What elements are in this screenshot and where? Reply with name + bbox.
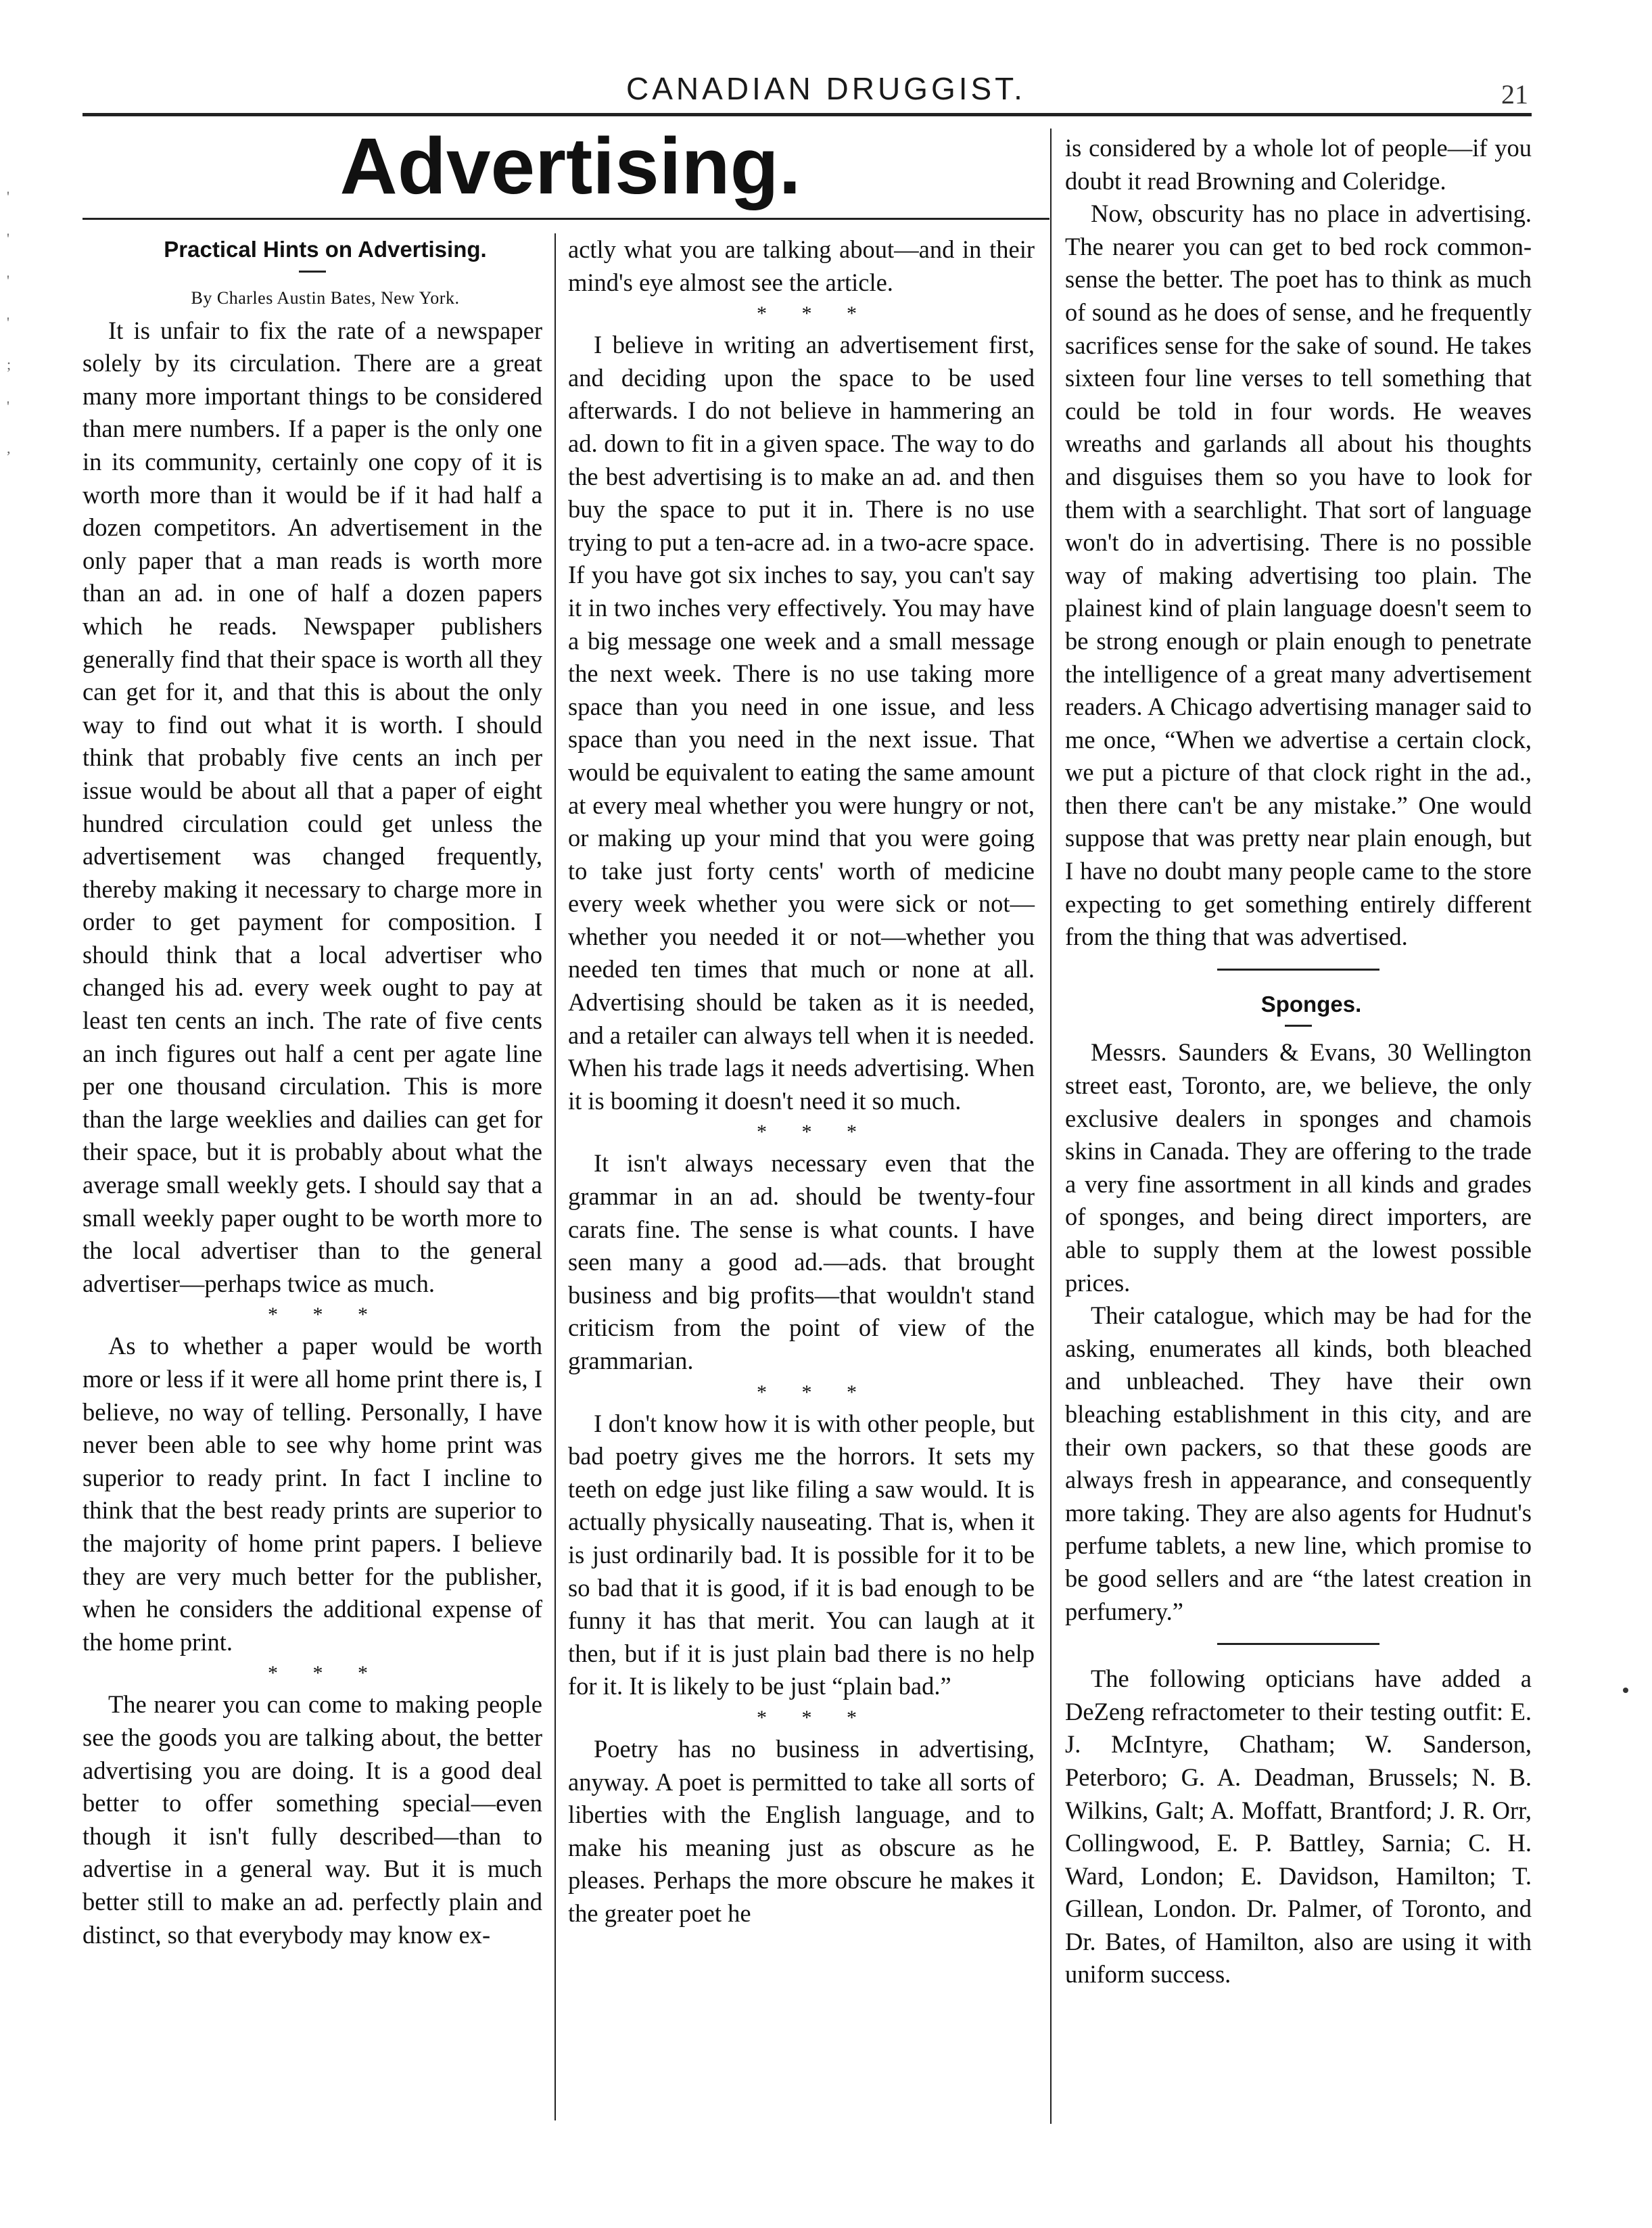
section-separator: * * * bbox=[757, 1380, 872, 1403]
margin-mark: , bbox=[7, 440, 11, 457]
article-title: Practical Hints on Advertising. bbox=[164, 237, 487, 262]
article-paragraph: Now, obscurity has no place in advertising. The nearer you can get to bed rock common-sense the better. The poet has to think as much of sound as he does of sense, and he frequently sacrifices sense for the sake of sound. He takes sixteen four line verses to tell something that could be told in four words. He weaves wreaths and garlands all about his thoughts and disguises them so you have to look for them with a searchlight. That sort of language won't do in advertising. There is no possible way of making advertising too plain. The plainest kind of plain language doesn't seem to be strong enough or plain enough to penetrate the intelligence of a great many advertisement readers. A Chicago advertising manager said to me once, “When we advertise a certain clock, we put a picture of that clock right in the ad., then there can't be any mistake.” One would suppose that was pretty near plain enough, but I have no doubt many people came to the store expecting to get something entirely different from the thing that was advertised. bbox=[1065, 200, 1532, 951]
section-separator: * * * bbox=[757, 1706, 872, 1729]
column-3 bbox=[1065, 132, 1532, 1991]
section-rule bbox=[1217, 969, 1379, 971]
opticians-paragraph: The following opticians have added a DeZeng refractometer to their testing outfit: E. J. McIntyre, Chatham; W. Sanderson, Peterboro; G. A. Deadman, Brussels; N. B. Wilkins, Galt; A. Moffatt, Brantford; J. R. Orr, Collingwood, E. P. Battley, Sarnia; C. H. Ward, London; E. Davidson, Hamilton; T. Gillean, London. Dr. Palmer, of Toronto, and Dr. Bates, of Hamilton, also are using it with uniform success. bbox=[1065, 1665, 1532, 1989]
article-byline: By Charles Austin Bates, New York. bbox=[191, 287, 460, 308]
print-speck bbox=[1623, 1688, 1628, 1693]
section-separator: * * * bbox=[268, 1303, 383, 1326]
margin-mark: ' bbox=[7, 230, 9, 247]
column-divider-1 bbox=[554, 233, 556, 2120]
article-paragraph: It isn't always necessary even that the grammar in an ad. should be twenty-four carats fine. The sense is what counts. I have seen many a good ad.—ads. that brought business and big profits—that wouldn't stand criticism from the point of view of the grammarian. bbox=[568, 1149, 1035, 1374]
article-paragraph: It is unfair to fix the rate of a newspaper solely by its circulation. There are a great many more important things to be considered than mere numbers. If a paper is the only one in its community, certainly one copy of it is worth more than it would be if it had half a dozen competitors. An advertisement in the only paper that a man reads is worth more than an ad. in one of half a dozen papers which he reads. Newspaper publishers generally find that their space is worth all they can get for it, and that this is about the only way to find out what it is worth. I should think that probably five cents an inch per issue would be about all that a paper of eight hundred circulation could get unless the advertisement was changed frequently, thereby making it necessary to charge more in order to get payment for composition. I should think that a local advertiser who changed his ad. every week ought to pay at least ten cents an inch. The rate of five cents an inch figures out half a cent per agate line per one thousand circulation. This is more than the large weeklies and dailies can get for their space, but it is probably about what the average small weekly gets. I should say that a small weekly paper ought to be worth more to the local advertiser than to the general advertiser—perhaps twice as much. bbox=[82, 316, 542, 1297]
article-paragraph: is considered by a whole lot of people—if you doubt it read Browning and Coleridge. bbox=[1065, 134, 1532, 195]
margin-mark: ' bbox=[7, 398, 9, 415]
article-paragraph: As to whether a paper would be worth more or less if it were all home print there is, I believe, no way of telling. Personally, I have never been able to see why home print was superior to ready print. In fact I incline to think that the best ready prints are superior to the majority of home print papers. I believe they are very much better for the publisher, when he considers the additional expense of the home print. bbox=[82, 1332, 542, 1656]
article-paragraph: actly what you are talking about—and in their mind's eye almost see the article. bbox=[568, 235, 1035, 296]
sponges-title: Sponges. bbox=[1260, 991, 1362, 1017]
margin-mark: ' bbox=[7, 314, 9, 331]
title-short-rule bbox=[1285, 1025, 1312, 1027]
margin-mark: ' bbox=[7, 272, 9, 289]
running-header: CANADIAN DRUGGIST. bbox=[626, 71, 1026, 106]
margin-mark: ; bbox=[7, 356, 11, 373]
section-rule bbox=[1217, 1643, 1379, 1645]
section-separator: * * * bbox=[757, 302, 872, 325]
sponges-paragraph: Their catalogue, which may be had for the asking, enumerates all kinds, both bleached and unbleached. They have their own bleaching establishment in this city, and are their own packers, so that these goods are always fresh in appearance, and consequently more taking. They are also agents for Hudnut's perfume tablets, a new line, which promise to be good sellers and are “the latest creation in perfumery.” bbox=[1065, 1301, 1532, 1625]
header-rule bbox=[82, 113, 1532, 116]
column-2 bbox=[568, 233, 1035, 1930]
margin-mark: ' bbox=[7, 188, 9, 205]
section-separator: * * * bbox=[757, 1121, 872, 1144]
column-1 bbox=[82, 233, 542, 1951]
section-separator: * * * bbox=[268, 1662, 383, 1685]
article-paragraph: I believe in writing an advertisement first, and deciding upon the space to be used afterwards. I do not believe in hammering an ad. down to fit in a given space. The way to do the best advertising is to make an ad. and then buy the space to put it in. There is no use trying to put a ten-acre ad. in a two-acre space. If you have got six inches to say, you can't say it in two inches very effectively. You may have a big message one week and a small message the next week. There is no use taking more space than you need in one issue, and less space than you need in the next issue. That would be equivalent to eating the same amount at every meal whether you were hungry or not, or making up your mind that you were going to take just forty cents' worth of medicine every week whether you were sick or not—whether you needed it or not—whether you needed ten times that much or none at all. Advertising should be taken as it is needed, and a retailer can always tell when it is needed. When his trade lags it needs advertising. When it is booming it doesn't need it so much. bbox=[568, 331, 1035, 1115]
margin-marks bbox=[7, 176, 27, 469]
sponges-paragraph: Messrs. Saunders & Evans, 30 Wellington street east, Toronto, are, we believe, the only exclusive dealers in sponges and chamois skins in Canada. They are offering to the trade a very fine assortment in all kinds and grades of sponges, and being direct importers, are able to supply them at the lowest possible prices. bbox=[1065, 1038, 1532, 1297]
column-divider-2 bbox=[1050, 129, 1052, 2124]
article-paragraph: Poetry has no business in advertising, anyway. A poet is permitted to take all sorts of liberties with the English language, and to make his meaning just as obscure as he pleases. Perhaps the more obscure he makes it the greater poet he bbox=[568, 1734, 1035, 1927]
title-rule bbox=[82, 218, 1049, 220]
page-number: 21 bbox=[1501, 79, 1528, 110]
section-title: Advertising. bbox=[339, 122, 801, 211]
article-paragraph: I don't know how it is with other people, but bad poetry gives me the horrors. It sets my teeth on edge just like filing a saw would. It is actually physically nauseating. That is, when it is just ordinarily bad. It is possible for it to be so bad that it is good, if it is bad enough to be funny it has that merit. You can laugh at it then, but if it is just plain bad there is no help for it. It is likely to be just “plain bad.” bbox=[568, 1409, 1035, 1700]
article-paragraph: The nearer you can come to making people see the goods you are talking about, the better advertising you are doing. It is a good deal better to offer something special—even though it isn't fully described—than to advertise in a general way. But it is much better still to make an ad. perfectly plain and distinct, so that everybody may know ex- bbox=[82, 1690, 542, 1949]
title-short-rule bbox=[299, 271, 326, 273]
